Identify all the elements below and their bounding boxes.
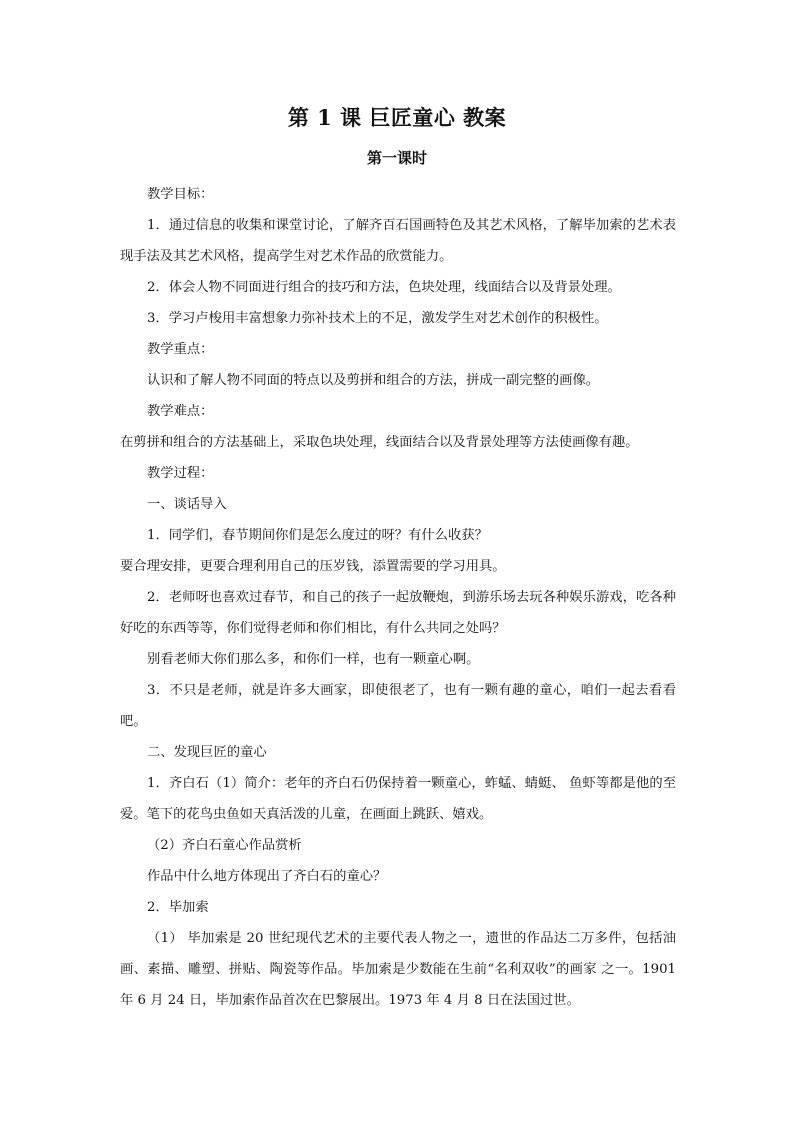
picasso-heading: 2．毕加索 [147, 900, 209, 915]
heading-objectives: 教学目标： [147, 187, 214, 202]
difficulties-text: 在剪拼和组合的方法基础上，采取色块处理，线面结合以及背景处理等方法使画像有趣。 [120, 435, 639, 450]
key-points-text: 认识和了解人物不同面的特点以及剪拼和组合的方法，拼成一副完整的画像。 [147, 373, 600, 388]
intro-item-1-answer: 要合理安排，更要合理利用自己的压岁钱，添置需要的学习用具。 [120, 559, 506, 574]
picasso-intro: （1） 毕加索是 20 世纪现代艺术的主要代表人物之一，遗世的作品达二万多件，包括油画、素描、雕塑、拼贴、陶瓷等作品。毕加索是少数能在生前“名利双收”的画家 之一。1901 年 6 月 24 日，毕加索作品首次在巴黎展出。1973 年 4 月 8 日在法国过世。 [120, 931, 676, 1008]
qi-baishi-intro: 1．齐白石（1）简介：老年的齐白石仍保持着一颗童心，蚱蜢、蜻蜓、 鱼虾等都是他的至爱。笔下的花鸟虫鱼如天真活泼的儿童，在画面上跳跃、嬉戏。 [120, 776, 676, 822]
intro-item-2: 2．老师呀也喜欢过春节，和自己的孩子一起放鞭炮，到游乐场去玩各种娱乐游戏，吃各种好吃的东西等等，你们觉得老师和你们相比，有什么共同之处吗？ [120, 590, 676, 636]
heading-process: 教学过程： [147, 466, 214, 481]
heading-difficulties: 教学难点： [147, 404, 214, 419]
document-subtitle: 第一课时 [366, 149, 427, 167]
intro-item-3: 3．不只是老师，就是许多大画家，即使很老了，也有一颗有趣的童心，咱们一起去看看吧。 [120, 683, 676, 729]
qi-baishi-works: （2）齐白石童心作品赏析 [147, 838, 302, 853]
document-title: 第 1 课 巨匠童心 教案 [287, 105, 507, 130]
heading-key-points: 教学重点： [147, 342, 214, 357]
document-body [120, 179, 676, 1016]
qi-baishi-question: 作品中什么地方体现出了齐白石的童心？ [147, 869, 387, 884]
section-discover-heading: 二、发现巨匠的童心 [147, 745, 267, 760]
section-intro-heading: 一、谈话导入 [147, 497, 227, 512]
objective-item-2: 2．体会人物不同面进行组合的技巧和方法，色块处理，线面结合以及背景处理。 [147, 280, 621, 295]
objective-item-3: 3．学习卢梭用丰富想象力弥补技术上的不足，激发学生对艺术创作的积极性。 [147, 311, 608, 326]
intro-item-2-answer: 别看老师大你们那么多，和你们一样，也有一颗童心啊。 [147, 652, 480, 667]
intro-item-1: 1．同学们，春节期间你们是怎么度过的呀？有什么收获？ [147, 528, 488, 543]
objective-item-1: 1．通过信息的收集和课堂讨论，了解齐百石国画特色及其艺术风格，了解毕加索的艺术表现手法及其艺术风格，提高学生对艺术作品的欣赏能力。 [120, 218, 676, 264]
